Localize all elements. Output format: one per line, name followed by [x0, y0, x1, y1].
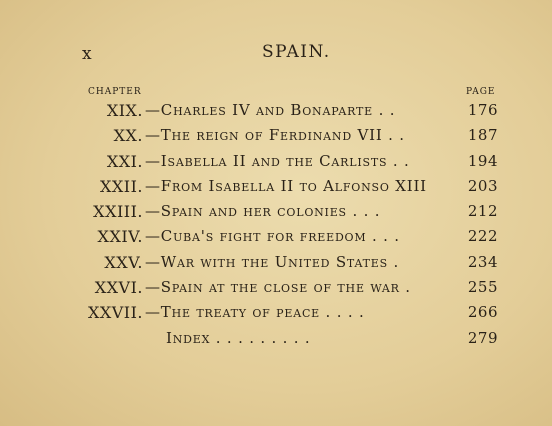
- chapter-title: —The treaty of peace . . . .: [145, 303, 365, 322]
- page-ref: 266: [467, 303, 498, 322]
- page-column-heading: PAGE: [466, 87, 496, 97]
- toc-entry: [0, 149, 552, 174]
- page-ref: 234: [467, 252, 498, 271]
- toc-entry: [0, 174, 552, 199]
- chapter-number: XXII.: [99, 176, 143, 196]
- table-of-contents: [0, 98, 552, 351]
- toc-entry: [0, 250, 552, 275]
- chapter-column-heading: CHAPTER: [88, 87, 142, 97]
- running-head: SPAIN.: [262, 42, 331, 62]
- chapter-title: —Spain and her colonies . . .: [145, 202, 381, 221]
- index-title: Index . . . . . . . . .: [166, 328, 311, 347]
- toc-entry: [0, 98, 552, 123]
- toc-entry: [0, 275, 552, 300]
- chapter-title: —The reign of Ferdinand VII . .: [145, 126, 405, 145]
- toc-index-entry: [0, 326, 552, 351]
- page-ref: 187: [467, 126, 498, 145]
- page-ref: 203: [467, 176, 498, 195]
- page-ref: 222: [467, 227, 498, 246]
- chapter-title: —Isabella II and the Carlists . .: [145, 151, 410, 170]
- chapter-title: —Spain at the close of the war .: [145, 278, 411, 297]
- chapter-number: XXIII.: [93, 202, 143, 222]
- page-ref: 176: [467, 101, 498, 119]
- chapter-number: XX.: [113, 126, 143, 146]
- toc-entry: [0, 300, 552, 325]
- chapter-number: XXVI.: [94, 278, 143, 298]
- chapter-number: XXVII.: [87, 303, 143, 323]
- page-ref: 255: [467, 278, 498, 297]
- chapter-number: XXIV.: [97, 227, 143, 247]
- page-ref: 212: [467, 202, 498, 221]
- chapter-number: XIX.: [106, 101, 143, 120]
- page-ref: 194: [467, 151, 498, 170]
- page-number: x: [82, 44, 93, 64]
- page-ref: 279: [467, 328, 498, 347]
- chapter-number: XXV.: [104, 252, 143, 272]
- chapter-number: XXI.: [106, 151, 143, 171]
- chapter-title: —From Isabella II to Alfonso XIII: [145, 176, 427, 195]
- toc-entry: [0, 224, 552, 249]
- chapter-title: —War with the United States .: [145, 252, 400, 271]
- chapter-title: —Charles IV and Bonaparte . .: [145, 101, 396, 119]
- toc-entry: [0, 199, 552, 224]
- chapter-title: —Cuba's fight for freedom . . .: [145, 227, 400, 246]
- toc-entry: [0, 123, 552, 148]
